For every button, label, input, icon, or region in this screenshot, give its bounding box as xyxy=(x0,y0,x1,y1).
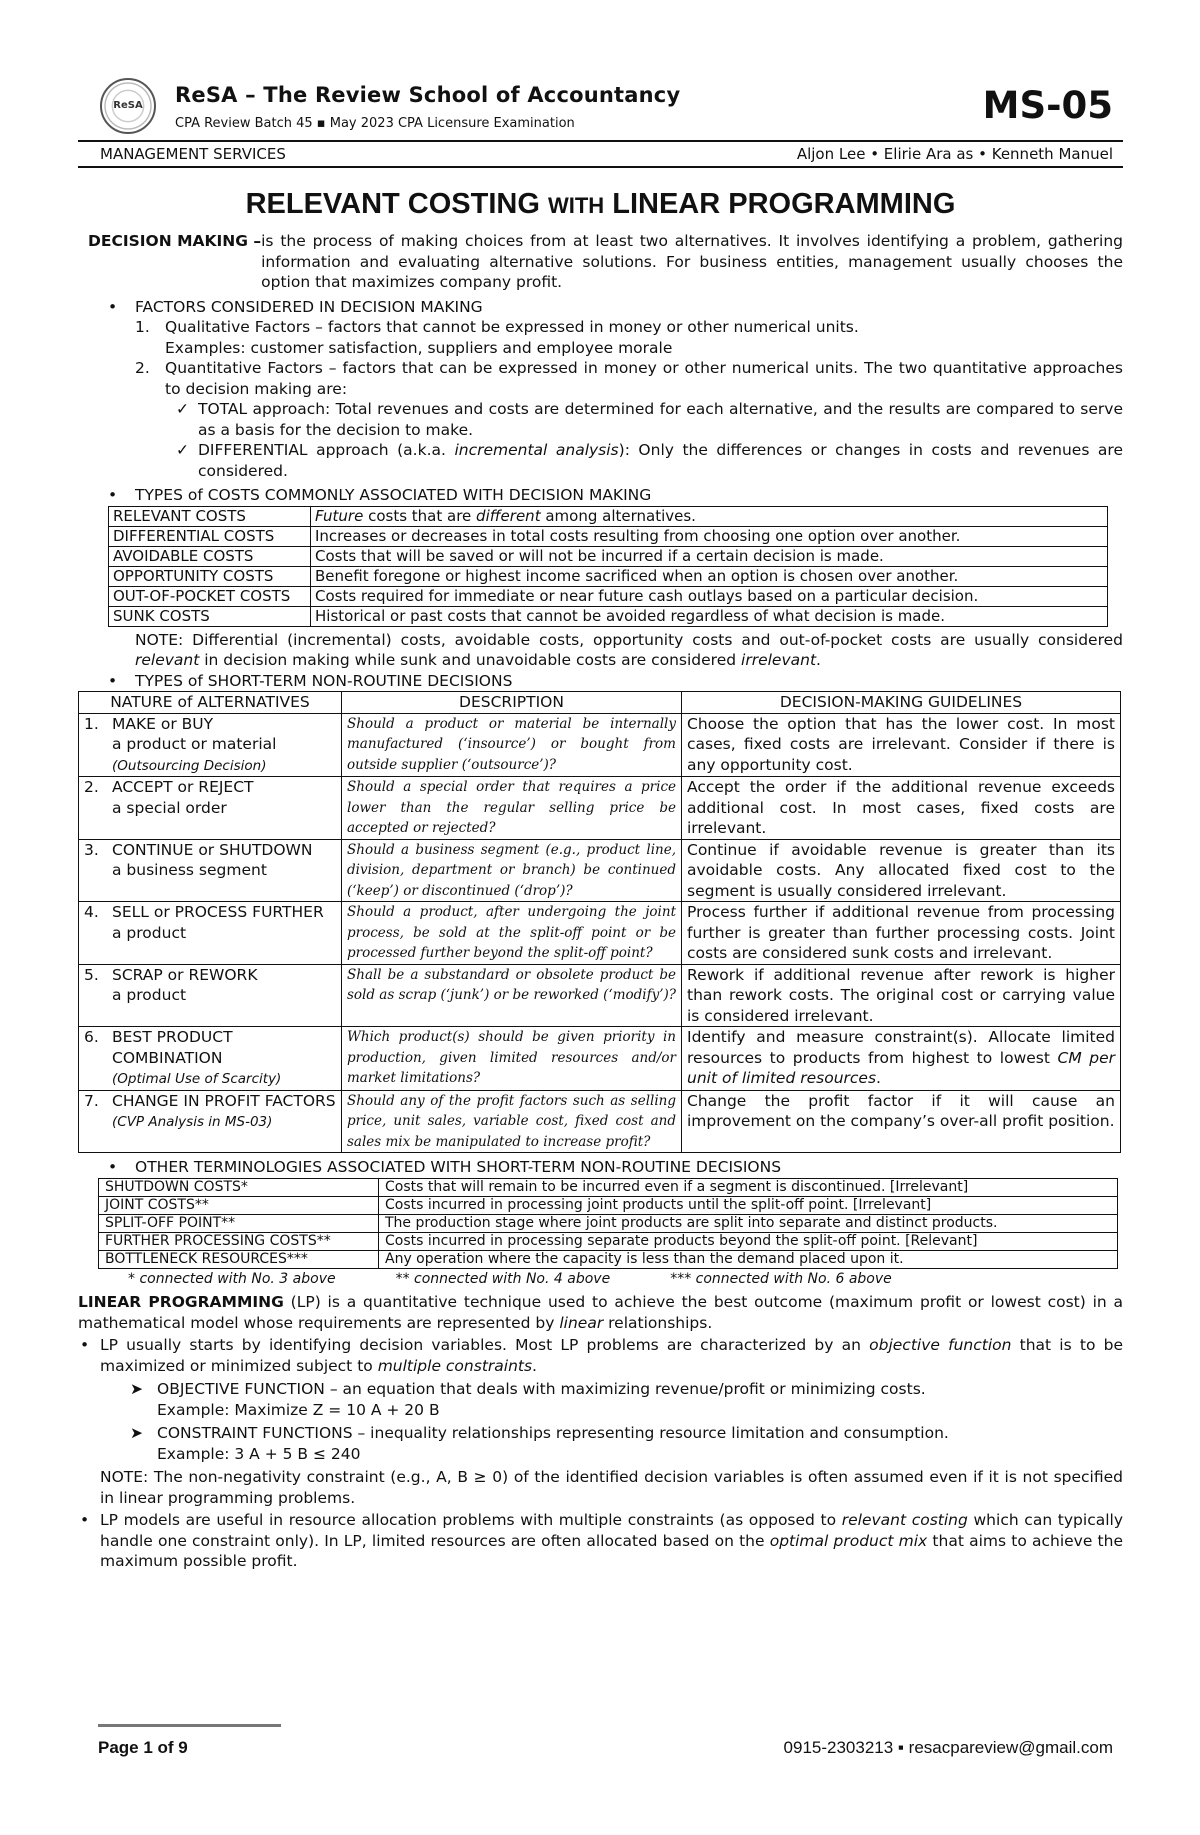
decision-description: Should a product or material be internally manufactured (‘insource’) or bought from outside supplier (‘outsource’)? xyxy=(342,713,682,777)
column-header: DECISION-MAKING GUIDELINES xyxy=(682,692,1121,714)
table-row xyxy=(109,546,1108,566)
factors-heading: • FACTORS CONSIDERED IN DECISION MAKING xyxy=(78,297,1123,318)
cost-name: AVOIDABLE COSTS xyxy=(109,546,311,566)
header xyxy=(78,72,1123,138)
cost-desc: Costs that will be saved or will not be incurred if a certain decision is made. xyxy=(311,546,1108,566)
lp-note: NOTE: The non-negativity constraint (e.g., A, B ≥ 0) of the identified decision variables is often assumed even if it is not specified in linear programming problems. xyxy=(100,1468,1123,1507)
decision-nature: 1. MAKE or BUY a product or material (Outsourcing Decision) xyxy=(79,713,342,777)
cost-types-note: NOTE: Differential (incremental) costs, avoidable costs, opportunity costs and out-of-pocket costs are usually considered relevant in decision making while sunk and unavoidable costs are considered irrelevant. xyxy=(135,630,1123,669)
decision-nature: 3. CONTINUE or SHUTDOWN a business segment xyxy=(79,839,342,902)
objective-example: Example: Maximize Z = 10 A + 20 B xyxy=(157,1400,440,1419)
authors: Aljon Lee • Elirie Ara as • Kenneth Manuel xyxy=(796,145,1113,163)
subheader-rule xyxy=(78,166,1123,168)
arrow-bullet-icon: ➤ xyxy=(130,1424,143,1442)
decision-guideline: Continue if avoidable revenue is greater than its avoidable costs. Any allocated fixed cost to the segment is usually considered irrelevant. xyxy=(682,839,1121,902)
table-row xyxy=(99,1178,1118,1196)
lp-definition: LINEAR PROGRAMMING (LP) is a quantitative technique used to achieve the best outcome (maximum profit or lowest cost) in a mathematical model whose requirements are represented by linear relationships. xyxy=(78,1293,1124,1332)
module-code: MS-05 xyxy=(982,84,1113,127)
batch-info: CPA Review Batch 45 ▪ May 2023 CPA Licensure Examination xyxy=(175,116,575,131)
cost-name: DIFFERENTIAL COSTS xyxy=(109,526,311,546)
checkmark-icon: ✓ xyxy=(176,400,189,418)
table-row xyxy=(99,1250,1118,1268)
decision-guideline: Process further if additional revenue from processing further is greater than further processing costs. Joint costs are considered sunk costs and irrelevant. xyxy=(682,902,1121,965)
page-number: Page 1 of 9 xyxy=(98,1738,188,1757)
table-row xyxy=(99,1232,1118,1250)
objective-function: ➤ OBJECTIVE FUNCTION – an equation that deals with maximizing revenue/profit or minimizing costs. xyxy=(130,1380,926,1398)
cost-desc: Benefit foregone or highest income sacrificed when an option is chosen over another. xyxy=(311,566,1108,586)
cost-types-table xyxy=(108,506,1108,627)
term-desc: Costs incurred in processing joint products until the split-off point. [Irrelevant] xyxy=(379,1196,1118,1214)
subject: MANAGEMENT SERVICES xyxy=(100,145,286,163)
decision-guideline: Choose the option that has the lower cost. In most cases, fixed costs are irrelevant. Consider if there is any opportunity cost. xyxy=(682,713,1121,777)
contact-info: 0915-2303213 ▪ resacpareview@gmail.com xyxy=(783,1738,1113,1757)
term-desc: Any operation where the capacity is less than the demand placed upon it. xyxy=(379,1250,1118,1268)
term-name: SPLIT-OFF POINT** xyxy=(99,1214,379,1232)
terminologies-heading: • OTHER TERMINOLOGIES ASSOCIATED WITH SHORT-TERM NON-ROUTINE DECISIONS xyxy=(78,1157,1123,1178)
cost-name: OPPORTUNITY COSTS xyxy=(109,566,311,586)
decision-description: Should a special order that requires a price lower than the regular selling price be accepted or rejected? xyxy=(342,777,682,840)
terminologies-table xyxy=(98,1178,1118,1269)
footer-rule xyxy=(98,1724,281,1727)
term-name: SHUTDOWN COSTS* xyxy=(99,1178,379,1196)
table-row xyxy=(99,1196,1118,1214)
cost-desc: Historical or past costs that cannot be avoided regardless of what decision is made. xyxy=(311,606,1108,626)
cost-name: RELEVANT COSTS xyxy=(109,506,311,526)
cost-desc: Future costs that are different among alternatives. xyxy=(311,506,1108,526)
table-row xyxy=(79,713,1121,777)
decision-description: Shall be a substandard or obsolete product be sold as scrap (‘junk’) or be reworked (‘modify’)? xyxy=(342,964,682,1027)
term-name: BOTTLENECK RESOURCES*** xyxy=(99,1250,379,1268)
factors-section xyxy=(78,297,1123,482)
cost-name: OUT-OF-POCKET COSTS xyxy=(109,586,311,606)
decision-nature: 2. ACCEPT or REJECT a special order xyxy=(79,777,342,840)
table-header-row xyxy=(79,692,1121,714)
table-row xyxy=(109,606,1108,626)
table-row xyxy=(79,839,1121,902)
quantitative-factors: 2. Quantitative Factors – factors that can be expressed in money or other numerical units. The two quantitative approaches to decision making are: xyxy=(135,359,1123,398)
cost-types-heading: • TYPES of COSTS COMMONLY ASSOCIATED WITH DECISION MAKING xyxy=(78,485,1123,506)
cost-types-section xyxy=(78,485,1123,671)
table-row xyxy=(79,1027,1121,1091)
page-title: RELEVANT COSTING WITH LINEAR PROGRAMMING xyxy=(245,188,956,220)
table-row xyxy=(79,1090,1121,1153)
qualitative-example: Examples: customer satisfaction, suppliers and employee morale xyxy=(165,338,673,357)
decision-making-definition: DECISION MAKING – is the process of making choices from at least two alternatives. It involves identifying a problem, gathering information and evaluating alternative solutions. For business entities, management usually chooses the option that maximizes company profit. xyxy=(88,232,1123,291)
decision-nature: 4. SELL or PROCESS FURTHER a product xyxy=(79,902,342,965)
cost-desc: Costs required for immediate or near future cash outlays based on a particular decision. xyxy=(311,586,1108,606)
decision-description: Should any of the profit factors such as selling price, unit sales, variable cost, fixed cost and sales mix be manipulated to increase profit? xyxy=(342,1090,682,1153)
column-header: DESCRIPTION xyxy=(342,692,682,714)
decision-nature: 6. BEST PRODUCT COMBINATION (Optimal Use of Scarcity) xyxy=(79,1027,342,1091)
table-row xyxy=(109,506,1108,526)
decision-guideline: Change the profit factor if it will cause an improvement on the company’s over-all profit position. xyxy=(682,1090,1121,1153)
decision-guideline: Identify and measure constraint(s). Allocate limited resources to products from highest to lowest CM per unit of limited resources. xyxy=(682,1027,1121,1091)
table-row xyxy=(109,586,1108,606)
table-row xyxy=(109,566,1108,586)
table-row xyxy=(79,777,1121,840)
table-row xyxy=(99,1214,1118,1232)
constraint-example: Example: 3 A + 5 B ≤ 240 xyxy=(157,1444,361,1463)
decisions-section xyxy=(78,671,1123,1154)
cost-name: SUNK COSTS xyxy=(109,606,311,626)
decision-description: Which product(s) should be given priority in production, given limited resources and/or market limitations? xyxy=(342,1027,682,1091)
lp-bullet-1: • LP usually starts by identifying decision variables. Most LP problems are characterized by an objective function that is to be maximized or minimized subject to multiple constraints. xyxy=(78,1335,1123,1376)
terminologies-section xyxy=(78,1157,1123,1289)
lp-bullet-2: • LP models are useful in resource allocation problems with multiple constraints (as opposed to relevant costing which can typically handle one constraint only). In LP, limited resources are often allocated based on the optimal product mix that aims to achieve the maximum possible profit. xyxy=(78,1510,1123,1572)
differential-approach: ✓ DIFFERENTIAL approach (a.k.a. incremental analysis): Only the differences or changes in costs and revenues are considered. xyxy=(176,441,1123,480)
total-approach: ✓ TOTAL approach: Total revenues and costs are determined for each alternative, and the results are compared to serve as a basis for the decision to make. xyxy=(176,400,1123,439)
table-row xyxy=(79,964,1121,1027)
lp-section xyxy=(78,1292,1123,1572)
decisions-heading: • TYPES of SHORT-TERM NON-ROUTINE DECISIONS xyxy=(78,671,1123,692)
decision-guideline: Rework if additional revenue after rework is higher than rework costs. The original cost or carrying value is considered irrelevant. xyxy=(682,964,1121,1027)
footer xyxy=(98,1724,1123,1757)
table-row xyxy=(79,902,1121,965)
column-header: NATURE of ALTERNATIVES xyxy=(79,692,342,714)
cost-desc: Increases or decreases in total costs resulting from choosing one option over another. xyxy=(311,526,1108,546)
arrow-bullet-icon: ➤ xyxy=(130,1380,143,1398)
qualitative-factors: 1. Qualitative Factors – factors that cannot be expressed in money or other numerical units. xyxy=(135,318,859,336)
table-row xyxy=(109,526,1108,546)
decision-description: Should a product, after undergoing the joint process, be sold at the split-off point or be processed further beyond the split-off point? xyxy=(342,902,682,965)
term-name: JOINT COSTS** xyxy=(99,1196,379,1214)
subheader xyxy=(78,142,1123,166)
decisions-table xyxy=(78,691,1121,1153)
term-desc: Costs that will remain to be incurred even if a segment is discontinued. [Irrelevant] xyxy=(379,1178,1118,1196)
checkmark-icon: ✓ xyxy=(176,441,189,459)
school-name: ReSA – The Review School of Accountancy xyxy=(175,83,681,107)
decision-nature: 7. CHANGE IN PROFIT FACTORS (CVP Analysis in MS-03) xyxy=(79,1090,342,1153)
document-page xyxy=(78,72,1123,1572)
term-name: FURTHER PROCESSING COSTS** xyxy=(99,1232,379,1250)
decision-description: Should a business segment (e.g., product line, division, department or branch) be continued (‘keep’) or discontinued (‘drop’)? xyxy=(342,839,682,902)
term-desc: The production stage where joint products are split into separate and distinct products. xyxy=(379,1214,1118,1232)
decision-guideline: Accept the order if the additional revenue exceeds additional cost. In most cases, fixed costs are irrelevant. xyxy=(682,777,1121,840)
term-desc: Costs incurred in processing separate products beyond the split-off point. [Relevant] xyxy=(379,1232,1118,1250)
decision-nature: 5. SCRAP or REWORK a product xyxy=(79,964,342,1027)
constraint-functions: ➤ CONSTRAINT FUNCTIONS – inequality relationships representing resource limitation and consumption. xyxy=(130,1424,949,1442)
terminologies-footnotes: * connected with No. 3 above ** connected with No. 4 above *** connected with No. 6 above xyxy=(128,1270,892,1287)
resa-seal-logo: ReSA xyxy=(100,78,156,134)
